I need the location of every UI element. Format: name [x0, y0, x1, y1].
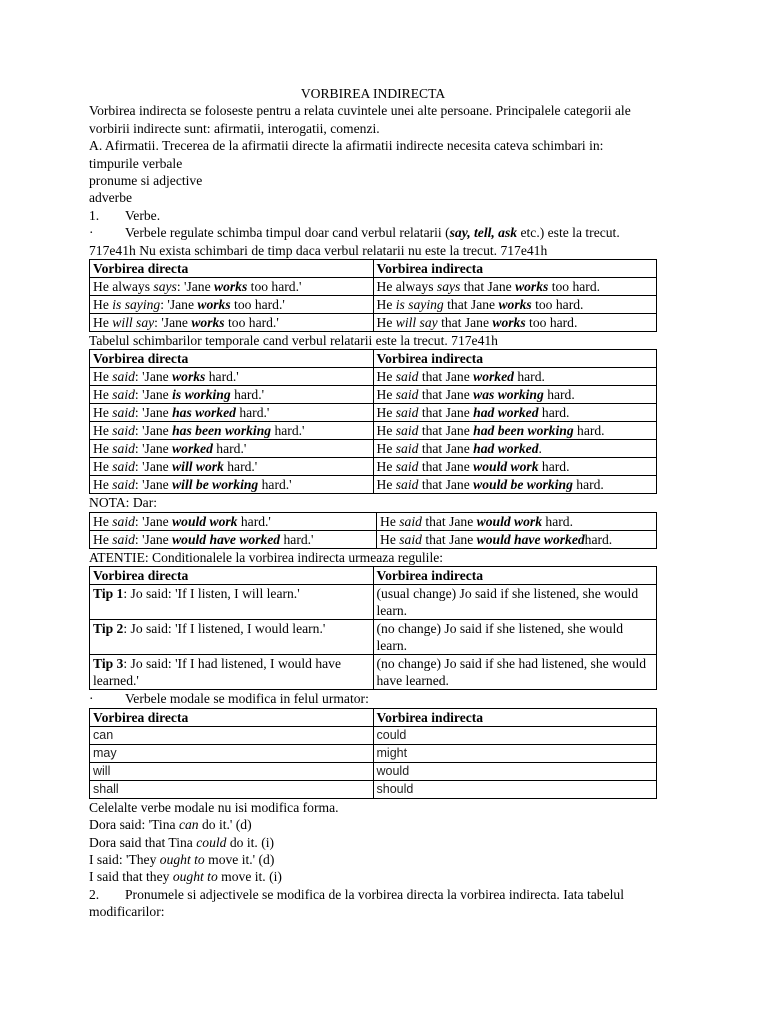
- cell-text: He: [376, 315, 396, 331]
- cell-text: hard.: [572, 477, 604, 493]
- cell-text: : 'Jane: [134, 441, 173, 457]
- cell-text: said: [112, 531, 135, 547]
- cell-text: said: [395, 477, 419, 493]
- bullet-glyph: ·: [89, 225, 94, 241]
- cell-text: works: [515, 279, 549, 295]
- indirect-cell: [373, 422, 657, 440]
- nota-table: [89, 512, 657, 549]
- cell-text: hard.: [513, 369, 545, 385]
- cell-text: He: [93, 531, 113, 547]
- cell-text: hard.': [258, 477, 292, 493]
- indirect-cell: [373, 440, 657, 458]
- column-header: Vorbirea directa: [90, 708, 374, 726]
- cell-text: said: [112, 423, 135, 439]
- cell-text: : 'Jane: [134, 387, 173, 403]
- direct-cell: [90, 512, 377, 530]
- cell-text: said: [395, 459, 419, 475]
- cell-text: hard.: [573, 423, 605, 439]
- example-line: Dora said: 'Tina can do it.' (d): [89, 817, 252, 833]
- document-page: [89, 85, 657, 921]
- cell-text: has been working: [172, 423, 272, 439]
- cell-text: hard.: [542, 513, 573, 529]
- cell-text: hard.': [235, 405, 270, 421]
- column-header: Vorbirea directa: [90, 260, 374, 278]
- cell-text: had been working: [473, 423, 574, 439]
- cell-text: says: [153, 279, 177, 295]
- page-title: VORBIREA INDIRECTA: [300, 86, 446, 101]
- cell-text: hard.': [230, 387, 265, 403]
- indirect-cell: [373, 476, 657, 494]
- cell-text: said: [112, 405, 135, 421]
- intro-paragraph: Vorbirea indirecta se foloseste pentru a relata cuvintele unei alte persoane. Principalele categorii ale vorbirii indirecte sunt: afirmatii, interogatii, comenzi.: [89, 103, 631, 136]
- cell-text: He: [93, 297, 113, 313]
- cell-text: works: [492, 315, 526, 331]
- table-row: [90, 744, 657, 762]
- indirect-cell: [373, 655, 657, 690]
- conditional-table: [89, 566, 657, 690]
- cell-text: works: [191, 315, 225, 331]
- cell-text: said: [112, 369, 135, 385]
- cell-text: hard.': [205, 369, 239, 385]
- example-line: Dora said that Tina could do it. (i): [89, 834, 275, 850]
- tip-label: Tip 1: [93, 586, 124, 602]
- direct-cell: [90, 530, 377, 548]
- cell-text: will say: [395, 315, 438, 331]
- cell-text: works: [498, 297, 532, 313]
- cell-text: : Jo said: 'If I had listened, I would have learned.': [93, 656, 341, 689]
- cell-text: has worked: [172, 405, 236, 421]
- column-header: Vorbirea indirecta: [373, 567, 657, 585]
- cell-text: too hard.': [224, 315, 279, 331]
- cell-text: He: [376, 423, 396, 439]
- cell-text: would work: [476, 513, 543, 529]
- modal-verb: ought to: [159, 851, 205, 867]
- section-heading: Verbe.: [125, 207, 161, 223]
- tip-label: Tip 2: [93, 621, 124, 637]
- cell-text: : 'Jane: [160, 297, 198, 313]
- nota-label: NOTA: Dar:: [89, 495, 157, 511]
- indirect-cell: should: [373, 780, 657, 798]
- cell-text: will say: [112, 315, 155, 331]
- table-row: [90, 476, 657, 494]
- cell-text: said: [112, 459, 135, 475]
- indirect-cell: [373, 278, 657, 296]
- cell-text: that Jane: [418, 441, 474, 457]
- cell-text: would have worked: [172, 531, 281, 547]
- cell-text: hard.': [237, 513, 271, 529]
- section-number: 1.: [89, 207, 100, 223]
- cell-text: (no change) Jo said if she had listened, she would have learned.: [376, 656, 647, 689]
- table-row: [90, 458, 657, 476]
- direct-cell: [90, 476, 374, 494]
- table-row: [90, 440, 657, 458]
- cell-text: that Jane: [418, 423, 474, 439]
- cell-text: He: [380, 513, 400, 529]
- tip-label: Tip 3: [93, 656, 124, 672]
- cell-text: said: [112, 513, 135, 529]
- table-row: [90, 404, 657, 422]
- cell-text: : 'Jane: [134, 423, 173, 439]
- cell-text: : 'Jane: [134, 405, 173, 421]
- cell-text: too hard.: [531, 297, 584, 313]
- column-header: Vorbirea indirecta: [373, 260, 657, 278]
- cell-text: too hard.': [247, 279, 302, 295]
- direct-cell: [90, 314, 374, 332]
- cell-text: would work: [473, 459, 539, 475]
- indirect-cell: [373, 585, 657, 620]
- tense-table-past: [89, 349, 657, 494]
- cell-text: said: [395, 441, 419, 457]
- table-row: [90, 512, 657, 530]
- rule-paragraph: · Verbele regulate schimba timpul doar cand verbul relatarii (say, tell, ask etc.) este la trecut. 717e41h Nu exista schimbari de timp daca verbul relatarii nu este la trecut. 717e41h: [89, 225, 620, 258]
- indirect-cell: [373, 386, 657, 404]
- cell-text: works: [197, 297, 231, 313]
- example-list: [89, 816, 657, 886]
- cell-text: hard.: [538, 459, 570, 475]
- table-row: [90, 726, 657, 744]
- cell-text: says: [436, 279, 461, 295]
- cell-text: hard.': [280, 531, 314, 547]
- direct-cell: may: [90, 744, 374, 762]
- modal-verb: ought to: [172, 869, 218, 885]
- atentie-label: ATENTIE: Conditionalele la vorbirea indirecta urmeaza regulile:: [89, 549, 444, 565]
- cell-text: He: [93, 387, 113, 403]
- direct-cell: [90, 278, 374, 296]
- cell-text: would work: [172, 513, 238, 529]
- cell-text: (no change) Jo said if she listened, she would learn.: [376, 621, 624, 654]
- cell-text: He: [376, 387, 396, 403]
- cell-text: will be working: [172, 477, 259, 493]
- cell-text: He: [93, 405, 113, 421]
- cell-text: He: [376, 369, 396, 385]
- cell-text: that Jane: [460, 279, 516, 295]
- cell-text: worked: [473, 369, 514, 385]
- section-text: Pronumele si adjectivele se modifica de la vorbirea directa la vorbirea indirecta. Iata tabelul modificarilor:: [89, 886, 624, 920]
- afirmatii-paragraph: A. Afirmatii. Trecerea de la afirmatii directe la afirmatii indirecte necesita cateva schimbari in:: [89, 138, 604, 154]
- table-row: [90, 762, 657, 780]
- column-header: Vorbirea directa: [90, 350, 374, 368]
- column-header: Vorbirea directa: [90, 567, 374, 585]
- direct-cell: [90, 386, 374, 404]
- cell-text: hard.': [271, 423, 305, 439]
- direct-cell: [90, 655, 374, 690]
- cell-text: that Jane: [421, 531, 477, 547]
- cell-text: that Jane: [418, 405, 474, 421]
- indirect-cell: [373, 458, 657, 476]
- list-item: timpurile verbale: [89, 155, 183, 171]
- tense-table-present: [89, 259, 657, 332]
- cell-text: .: [538, 441, 542, 457]
- cell-text: said: [395, 405, 419, 421]
- cell-text: that Jane: [437, 315, 493, 331]
- cell-text: : 'Jane: [134, 477, 173, 493]
- cell-text: He: [376, 477, 396, 493]
- indirect-cell: might: [373, 744, 657, 762]
- cell-text: He: [93, 459, 113, 475]
- cell-text: said: [395, 423, 419, 439]
- table-row: [90, 585, 657, 620]
- cell-text: that Jane: [418, 477, 474, 493]
- cell-text: He: [380, 531, 400, 547]
- cell-text: : Jo said: 'If I listened, I would learn.': [123, 621, 326, 637]
- direct-cell: shall: [90, 780, 374, 798]
- cell-text: He: [376, 459, 396, 475]
- direct-cell: [90, 458, 374, 476]
- cell-text: that Jane: [418, 369, 474, 385]
- direct-cell: [90, 296, 374, 314]
- cell-text: said: [112, 477, 135, 493]
- cell-text: said: [112, 441, 135, 457]
- cell-text: had worked: [473, 405, 539, 421]
- table-row: [90, 314, 657, 332]
- cell-text: too hard.': [230, 297, 285, 313]
- column-header: Vorbirea indirecta: [373, 708, 657, 726]
- cell-text: is working: [172, 387, 231, 403]
- indirect-cell: could: [373, 726, 657, 744]
- bullet-glyph: ·: [89, 691, 94, 707]
- cell-text: He: [93, 315, 113, 331]
- cell-text: is saying: [395, 297, 444, 313]
- indirect-cell: [373, 314, 657, 332]
- table-row: [90, 655, 657, 690]
- direct-cell: [90, 440, 374, 458]
- indirect-cell: [373, 404, 657, 422]
- section-number: 2.: [89, 886, 100, 902]
- cell-text: had worked: [473, 441, 539, 457]
- cell-text: He: [376, 441, 396, 457]
- direct-cell: [90, 620, 374, 655]
- modal-verb: can: [178, 817, 199, 833]
- cell-text: was working: [473, 387, 544, 403]
- indirect-cell: [373, 296, 657, 314]
- direct-cell: will: [90, 762, 374, 780]
- cell-text: He: [93, 369, 113, 385]
- direct-cell: [90, 368, 374, 386]
- table-row: [90, 530, 657, 548]
- cell-text: He: [93, 477, 113, 493]
- cell-text: (usual change) Jo said if she listened, she would learn.: [376, 586, 639, 619]
- cell-text: worked: [172, 441, 213, 457]
- cell-text: He always: [376, 279, 437, 295]
- table-row: [90, 620, 657, 655]
- example-line: I said that they ought to move it. (i): [89, 869, 282, 885]
- cell-text: : 'Jane: [134, 459, 173, 475]
- cell-text: He: [93, 513, 113, 529]
- cell-text: He always: [93, 279, 154, 295]
- cell-text: said: [395, 387, 419, 403]
- column-header: Vorbirea indirecta: [373, 350, 657, 368]
- table-row: [90, 780, 657, 798]
- cell-text: that Jane: [418, 459, 474, 475]
- cell-text: works: [172, 369, 206, 385]
- cell-text: : 'Jane: [134, 369, 173, 385]
- example-line: I said: 'They ought to move it.' (d): [89, 851, 275, 867]
- direct-cell: [90, 585, 374, 620]
- celelalte-paragraph: Celelalte verbe modale nu isi modifica forma.: [89, 799, 339, 815]
- table-row: [90, 422, 657, 440]
- cell-text: too hard.: [548, 279, 601, 295]
- direct-cell: [90, 404, 374, 422]
- cell-text: hard.': [223, 459, 258, 475]
- cell-text: He: [376, 297, 396, 313]
- cell-text: said: [112, 387, 135, 403]
- cell-text: He: [93, 441, 113, 457]
- direct-cell: can: [90, 726, 374, 744]
- indirect-cell: [377, 530, 657, 548]
- cell-text: is saying: [112, 297, 161, 313]
- indirect-cell: [373, 368, 657, 386]
- cell-text: He: [376, 405, 396, 421]
- cell-text: will work: [172, 459, 224, 475]
- cell-text: : 'Jane: [134, 531, 173, 547]
- cell-text: that Jane: [443, 297, 499, 313]
- cell-text: He: [93, 423, 113, 439]
- list-item: adverbe: [89, 190, 133, 206]
- direct-cell: [90, 422, 374, 440]
- modale-paragraph: · Verbele modale se modifica in felul urmator:: [89, 691, 369, 707]
- list-item: pronume si adjective: [89, 173, 203, 189]
- modal-verb: could: [196, 834, 227, 850]
- reporting-verbs: say, tell, ask: [449, 225, 518, 241]
- indirect-cell: [373, 620, 657, 655]
- cell-text: hard.: [543, 387, 575, 403]
- cell-text: : 'Jane: [134, 513, 173, 529]
- modal-table: [89, 708, 657, 799]
- table-row: [90, 278, 657, 296]
- cell-text: that Jane: [418, 387, 474, 403]
- cell-text: too hard.: [525, 315, 578, 331]
- cell-text: said: [399, 513, 422, 529]
- section-verbe: [89, 207, 657, 224]
- cell-text: : 'Jane: [154, 315, 192, 331]
- cell-text: : 'Jane: [176, 279, 215, 295]
- section-pronume: [89, 886, 657, 921]
- cell-text: hard.': [212, 441, 247, 457]
- cell-text: hard.: [584, 531, 613, 547]
- table-row: [90, 386, 657, 404]
- cell-text: would have worked: [476, 531, 585, 547]
- cell-text: said: [395, 369, 419, 385]
- cell-text: would be working: [473, 477, 573, 493]
- indirect-cell: would: [373, 762, 657, 780]
- table-row: [90, 368, 657, 386]
- cell-text: that Jane: [421, 513, 477, 529]
- cell-text: hard.: [538, 405, 570, 421]
- table-caption: Tabelul schimbarilor temporale cand verbul relatarii este la trecut. 717e41h: [89, 333, 498, 349]
- indirect-cell: [377, 512, 657, 530]
- cell-text: works: [214, 279, 248, 295]
- cell-text: : Jo said: 'If I listen, I will learn.': [123, 586, 300, 602]
- cell-text: said: [399, 531, 422, 547]
- table-row: [90, 296, 657, 314]
